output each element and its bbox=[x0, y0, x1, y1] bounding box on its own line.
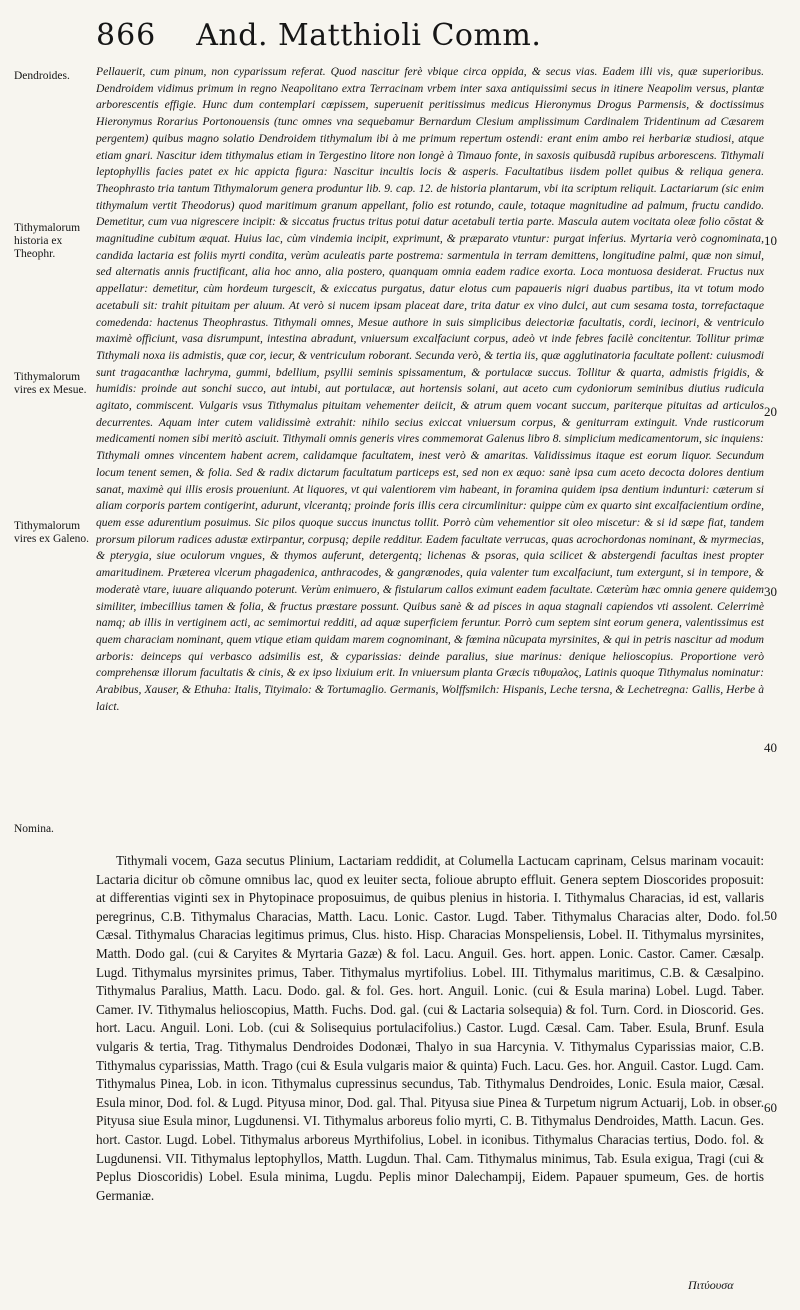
line-number-20: 20 bbox=[764, 404, 777, 419]
page-number: 866 bbox=[96, 18, 157, 53]
annotation-roman-text bbox=[96, 852, 764, 1205]
line-number-30: 30 bbox=[764, 584, 777, 599]
line-number-10: 10 bbox=[764, 233, 777, 248]
commentary-paragraph: Pellauerit, cum pinum, non cyparissum referat. Quod nascitur ferè vbique circa oppida, & secus vias. Eadem illi vis, quæ superioribus. Dendroidem vidimus primum in regno Neapolitano extra Terracinam vrbem inter saxa antiquissimi secus in itinere Neapolim versus, plantæ arborescentis effigie. Hunc dum contemplari cœpissem, superuenit peritissimus medicus Hieronymus Drogus Parmensis, & doctissimus Hieronymus Rorarius Portonouensis (tunc omnes vna sequebamur Bernardum Clesium amplissimum Cardinalem Tridentinum ad Cæsarem pergentem) quibus magno solatio Dendroidem tithymalum ibi à me primum repertum ostendi: erant enim ambo rei herbariæ studiosi, atque etiam gnari. Nascitur idem tithymalus etiam in Tergestino litore non longè à Timauo fonte, in saxosis quibusdã rupibus arborescens. Tithymali leptophyllis facies patet ex hic appicta figura: Nascitur incultis locis & asperis. Facultatibus iisdem pollet quibus & reliqua genera. Theophrasto tria tantum Tithymalorum genera produntur lib. 9. cap. 12. de historia plantarum, vbi ita scriptum reliquit. Lactariarum (sic enim tithymalum vertit Theodorus) quod maritimum granum appellant, folio est rotundo, caule, totaque magnitudine ad palmum, fructu candido. Demetitur, cum vua nigrescere incipit: & siccatus fructus tritus potui datur acetabuli tertia parte. Mascula autem vocitata oleæ folio cōstat & magnitudine cubitum æquat. Huius lac, cùm vindemia incipit, exprimunt, & præparato vtuntur: purgat inferius. Myrtaria verò cognominata, candida lactaria est foliis myrti condita, verùm aculeatis parte postrema: sarmentula in terram demittens, longitudine palmi, quæ non simul, sed alternatis annis fructificant, alia hoc anno, alia postero, quanquam omnia eadem radice exorta. Loca montuosa desiderat. Fructus nux appellatur: demetitur, cùm hordeum turgescit, & exiccatus purgatus, datur elotus cum papaueris nigri duabus partibus, ita vt totum modo acetabuli sit: trahit pituitam per aluum. At verò si nucem ipsam placeat dare, trita datur ex vino dulci, aut cum sesama tosta, torrefactaque comedenda: hactenus Theophrastus. Tithymali omnes, Mesue authore in suis simplicibus deiectoriæ facultatis, cordi, iecinori, & ventriculo maximè officiunt, vasa disrumpunt, intestina abradunt, vniuersum excalfaciunt corpus, adeò vt inde febres facilè concitentur. Tollitur primæ Tithymali noxa iis admistis, quæ cor, iecur, & ventriculum roborant. Secunda verò, & tertia iis, quæ agglutinatoria facultate pollent: cuiusmodi sunt tragacanthæ lachryma, gummi, bdellium, psyllii seminis spissamentum, & portulacæ succus. Tollitur & quarta, admistis frigidis, & humidis: proinde aut sonchi succo, aut intubi, aut portulacæ, aut hortensis solani, aut aceto cum cydoniorum seminibus diutius rudicula agitato, commiscent. Vulgaris vsus Tithymalus pituitam vehementer deiicit, & atrum quem vocant succum, pariterque pituitas ad articulos decurrentes. Aquam inter cutem validissimè extrahit: nihilo secius exiccat vniuersum corpus, & geniturram extinguit. Vnde rusticorum medicamenti nomen sibi meritò asciuit. Tithymali omnis generis vires commemorat Galenus libro 8. simplicium medicamentorum, sic inquiens: Tithymali omnes vincentem habent acrem, calidamque facultatem, inest verò & amaritas. Validissimus itaque est eorum liquor. Secundum locum tenent semen, & folia. Sed & radix dictarum facultatum particeps est, sed non ex æquo: sanè ipsa cum aceto decocta dolores dentium sanat, maximè qui illis erosis proueniunt. At liquores, vt qui valentiorem vim habeant, in foramina quidem ipsa dentium indunturi: cæterum si aliam corporis partem contigerint, adurunt, vlcerantq; proinde foris illis cera circumlinitur: quippe cùm ex quarto sint excalfacientium ordine, quem esse adurentium posuimus. Sic pilos quoque succus inunctus tollit. Porrò cùm vehementior sit oleo miscetur: & si id sæpe fiat, tandem prorsum pilorum radices adustæ extirpantur, corpusq; depile redditur. Eadem facultate verrucas, quas acrochordonas nominant, & myrmecias, & pterygia, siue oculorum vngues, & thymos auferunt, detergentq; lichenas & psoras, quia scilicet & abstergendi facultas inest propter amaritudinem. Præterea vlcerum phagadenica, anthracodes, & gangrænodes, quia valenter tum excalfaciunt, tum extergunt, si in tempore, & moderatè vtare, iuuare aliquando poterunt. Verùm enimuero, & fistularum callos eximunt eadem facultate. Cæterùm hæc omnia genere quidem similiter, imbecillius tamen & folia, & fructus præstare possunt. Quibus sanè & ad pisces in aqua stagnali capiendos vti assolent. Celerrimè namq; ab illis in vertiginem acti, ac semimortui redditi, ad aquæ superficiem feruntur. Porrò cum septem sint eorum genera, valentissimus est quem characiam nominant, quem vtique etiam quidam marem cognominant, & fœmina nũcupata myrsinites, & qui in petris nascitur ad modum arboris: deinceps qui verbasco adsimilis est, & cyparissias: deinde paralius, siue marinus: denique helioscopius. Proportione verò comprehensæ illorum facultatis & cinis, & ex ipso lixiuium erit. In vniuersum planta Græcis τιθυμαλος, Latinis quoque Tithymalus nominatur: Arabibus, Xauser, & Ethuha: Italis, Tityimalo: & Tortumaglio. Germanis, Wolffsmilch: Hispanis, Leche tersna, & Lechetregna: Gallis, Herbe à laict. bbox=[96, 65, 764, 713]
margin-note-theophrastus: Tithymalorum historia ex Theophr. bbox=[14, 222, 81, 260]
margin-note-galeno: Tithymalorum vires ex Galeno. bbox=[14, 520, 90, 545]
commentary-italic-text bbox=[96, 64, 764, 715]
annotation-paragraph: Tithymali vocem, Gaza secutus Plinium, Lactariam reddidit, at Columella Lactucam caprinam, Celsus marinam vocauit: Lactaria dicitur ob cõmune omnibus lac, quod ex leuiter secta, folioue abrupto effluit. Genera septem Dioscorides proposuit: at differentias viginti sex in Phytopinace proposuimus, de quibus plenius in historia. I. Tithymalus Characias, id est, vallaris peregrinus, C.B. Tithymalus Characias, Matth. Lacu. Lonic. Castor. Lugd. Taber. Tithymalus Characias alter, Dodo. fol. Cæsal. Tithymalus Characias legitimus primus, Clus. histo. Hisp. Characias Monspeliensis, Lobel. II. Tithymalus myrsinites, Matth. Dodo gal. (cui & Caryites & Myrtaria Gazæ) & fol. Lacu. Anguil. Ges. hort. appen. Lonic. Castor. Camer. Cæsalp. Lugd. Tithymalus myrsinites primus, Taber. Tithymalus myrtifolius. Lobel. III. Tithymalus maritimus, C.B. & Cæsalpino. Tithymalus Paralius, Matth. Lacu. Dodo. gal. & fol. Ges. hort. Anguil. Lonic. (cui & Esula marina) Lobel. Lugd. Taber. Camer. IV. Tithymalus helioscopius, Matth. Fuchs. Dod. gal. (cui & Lactaria solsequia) & fol. Turn. Cord. in Dioscorid. Ges. hort. Lacu. Anguil. Loni. Lob. (cui & Solisequius portulacifolius.) Castor. Lugd. Cæsal. Cam. Taber. Esula, Brunf. Esula vulgaris & tertia, Trag. Tithymalus Dendroides Dodonæi, Thalyo in sua Harcynia. V. Tithymalus Cyparissias maior, C.B. Tithymalus cyparissias, Matth. Trago (cui & Esula vulgaris maior & quinta) Fuch. Lacu. Ges. hor. Anguil. Castor. Lugd. Cam. Tithymalus Pinea, Lob. in icon. Tithymalus cupressinus secundus, Tab. Tithymalus Dendroides, Lonic. Esula maior, Cæsal. Esula minor, Dod. fol. & Lugd. Pityusa minor, Dod. gal. Thal. Pityusa siue Pinea & Turpetum nigrum Actuarij, Lob. in obser. Pityusa siue Esula minor, Lugdunensi. VI. Tithymalus arboreus folio myrti, C. B. Tithymalus Dendroides, Matth. Lacun. Ges. hort. Castor. Lugd. Lobel. Tithymalus arboreus Myrthifolius, Lobel. in iconibus. Tithymalus Characias tertius, Dodo. fol. & Lugdunensi. VII. Tithymalus leptophyllos, Matth. Lugdun. Thal. Cam. Tithymalus minimus, Tab. Esula exigua, Tragi (cui & Peplus Dioscoridis) Lobel. Esula minima, Lugdu. Peplis minor Dalechampij, Eidem. Papauer spumeum, Ges. de hortis Germaniæ. bbox=[96, 853, 764, 1203]
line-number-40: 40 bbox=[764, 740, 777, 755]
line-number-60: 60 bbox=[764, 1100, 777, 1115]
running-head: And. Matthioli Comm. bbox=[196, 18, 542, 53]
page-header bbox=[96, 18, 656, 62]
catchword: Πιτύουσα bbox=[688, 1278, 734, 1292]
line-number-50: 50 bbox=[764, 908, 777, 923]
margin-note-mesue: Tithymalorum vires ex Mesue. bbox=[14, 371, 87, 396]
margin-note-dendroides: Dendroides. bbox=[14, 70, 70, 82]
margin-note-nomina: Nomina. bbox=[14, 823, 54, 835]
